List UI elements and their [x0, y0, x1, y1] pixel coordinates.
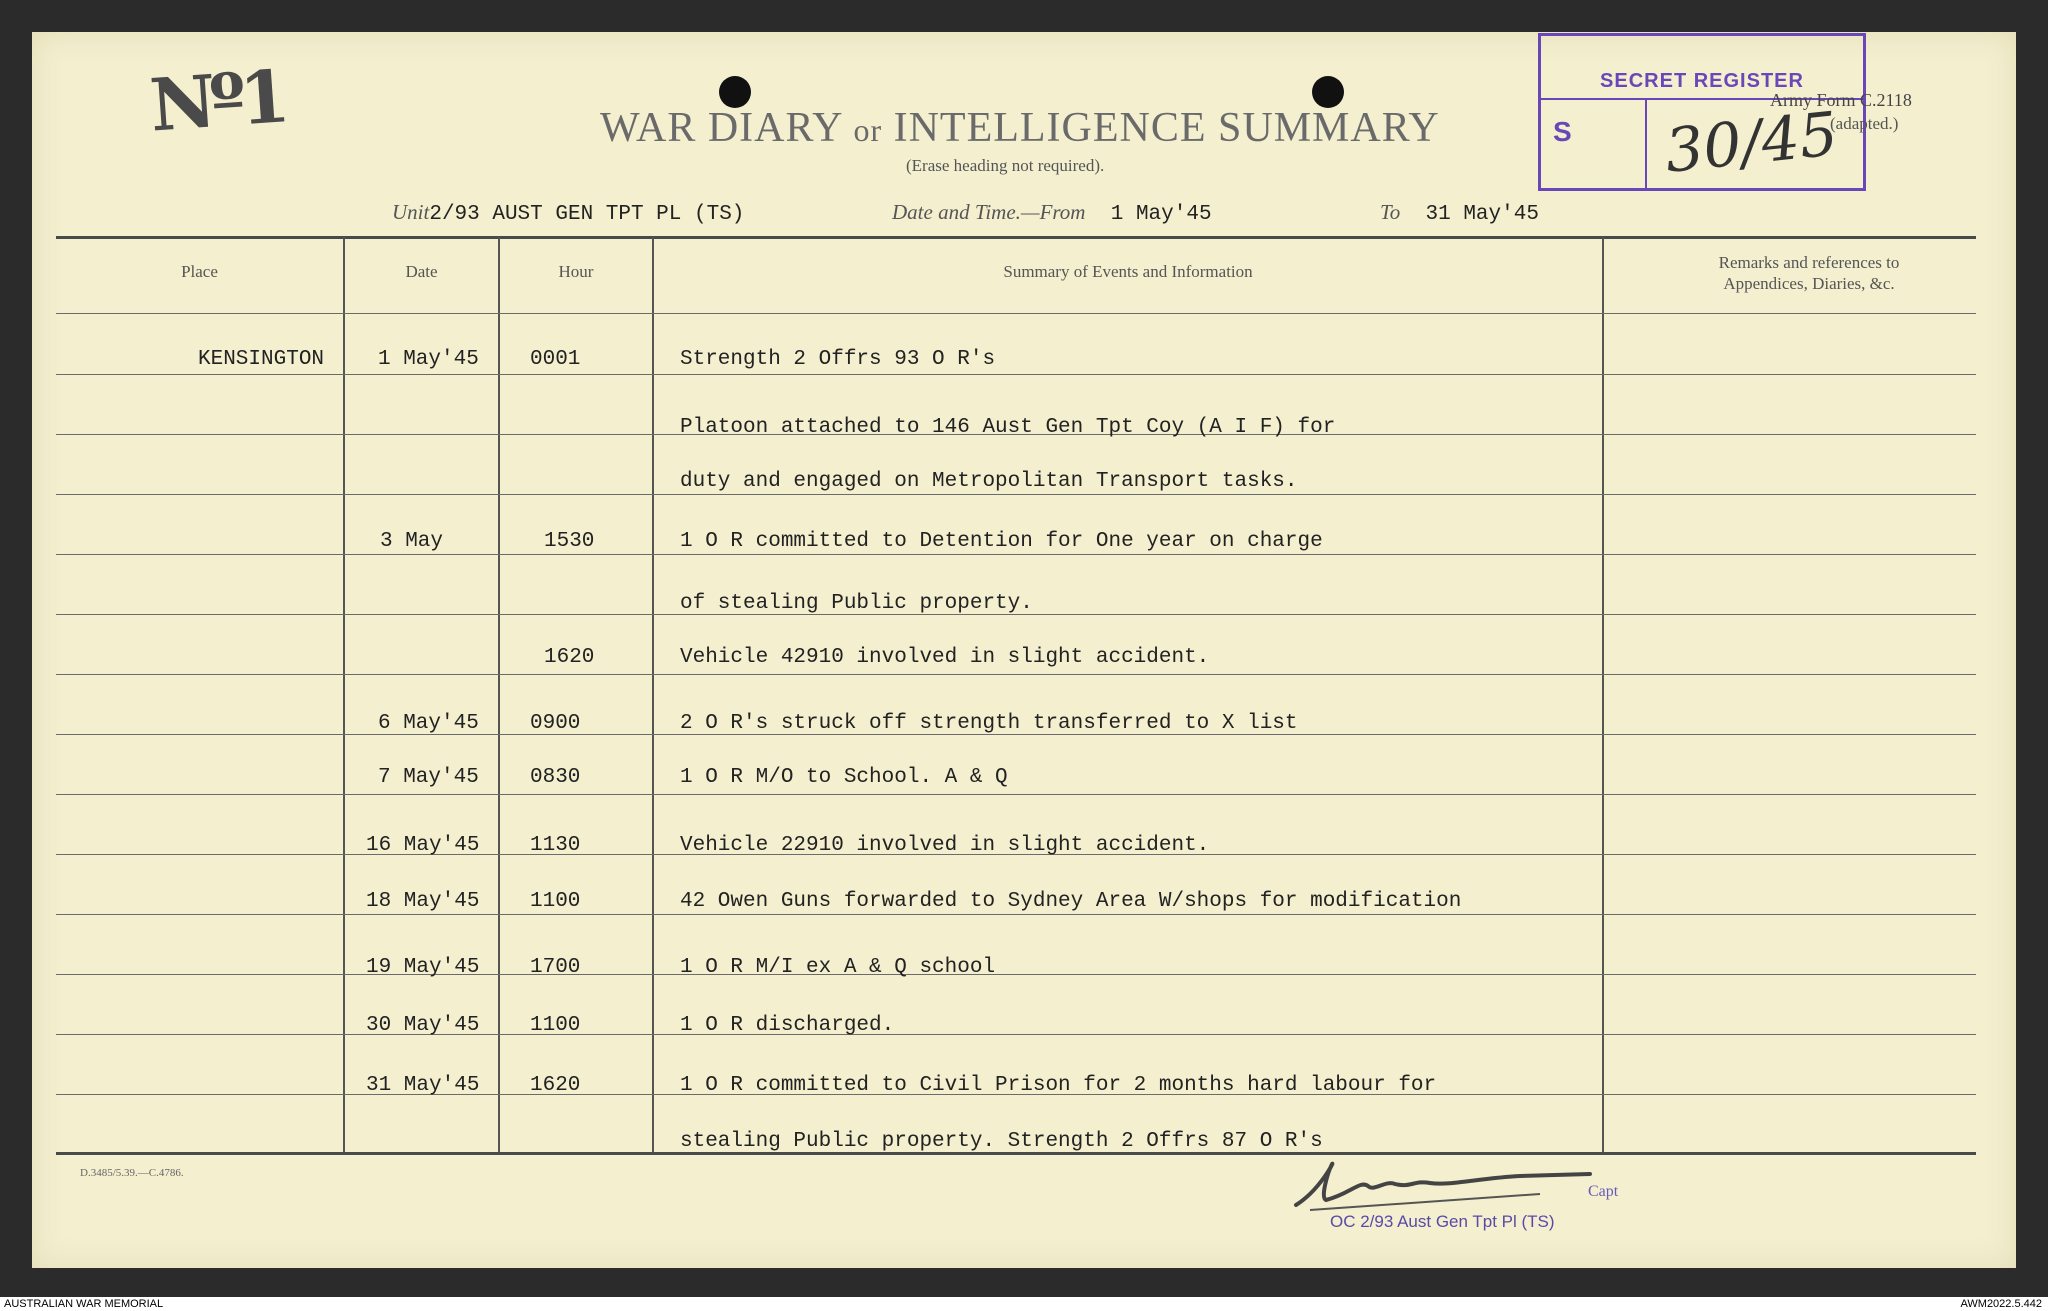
- entry-summary: 1 O R M/I ex A & Q school: [680, 956, 996, 979]
- entry-date: 16 May'45: [366, 834, 480, 857]
- stamp-divider: [1645, 98, 1647, 188]
- row-rule: [56, 674, 1976, 675]
- form-adapted: (adapted.): [1830, 114, 1899, 133]
- entry-date: 18 May'45: [366, 890, 480, 913]
- from-value: 1 May'45: [1110, 203, 1212, 226]
- unit-value: 2/93 AUST GEN TPT PL (TS): [429, 203, 745, 226]
- entry-summary: stealing Public property. Strength 2 Offrs 87 O R's: [680, 1130, 1323, 1153]
- date-range-field: [892, 200, 1212, 226]
- entry-summary: Strength 2 Offrs 93 O R's: [680, 348, 996, 371]
- column-header-date: Date: [405, 262, 438, 281]
- signature: [1290, 1150, 1610, 1220]
- stamp-letter: S: [1553, 116, 1572, 147]
- entry-date: 7 May'45: [378, 766, 479, 789]
- entry-date: 31 May'45: [366, 1074, 480, 1097]
- entry-date: 6 May'45: [378, 712, 479, 735]
- title-intelligence-summary: INTELLIGENCE SUMMARY: [893, 105, 1440, 151]
- unit-label: Unit: [392, 200, 430, 224]
- page-subtitle: (Erase heading not required).: [906, 156, 1105, 175]
- entry-date: 3 May: [380, 530, 444, 553]
- entry-summary: Vehicle 42910 involved in slight accident.: [680, 646, 1210, 669]
- entry-summary: 2 O R's struck off strength transferred to X list: [680, 712, 1298, 735]
- entry-summary: Platoon attached to 146 Aust Gen Tpt Coy (A I F) for: [680, 416, 1336, 439]
- unit-field: [392, 200, 744, 226]
- column-header-hour: Hour: [558, 262, 594, 281]
- title-war-diary: WAR DIARY: [600, 105, 842, 151]
- entry-summary: 42 Owen Guns forwarded to Sydney Area W/shops for modification: [680, 890, 1462, 913]
- entry-summary: 1 O R committed to Civil Prison for 2 months hard labour for: [680, 1074, 1437, 1097]
- capt-label: Capt: [1588, 1183, 1619, 1200]
- entry-hour: 1700: [530, 956, 581, 979]
- entry-hour: 0830: [530, 766, 581, 789]
- to-label: To: [1380, 200, 1401, 224]
- entry-summary: of stealing Public property.: [680, 592, 1033, 615]
- entry-summary: Vehicle 22910 involved in slight accident.: [680, 834, 1210, 857]
- page-title: [600, 104, 1440, 152]
- column-header-place: Place: [181, 262, 218, 281]
- column-header-summary: Summary of Events and Information: [1003, 262, 1253, 281]
- row-rule: [56, 794, 1976, 795]
- secret-register-stamp: [1538, 33, 1866, 191]
- archive-reference: AWM2022.5.442: [1960, 1298, 2042, 1310]
- stamp-number: 30/45: [1661, 99, 1842, 187]
- row-rule: [56, 974, 1976, 975]
- entry-hour: 1100: [530, 890, 581, 913]
- entry-hour: 1100: [530, 1014, 581, 1037]
- row-rule: [56, 494, 1976, 495]
- remarks-line-1: Remarks and references to: [1718, 253, 1900, 272]
- entry-summary: 1 O R committed to Detention for One year on charge: [680, 530, 1323, 553]
- row-rule: [56, 914, 1976, 915]
- row-rule: [56, 1034, 1976, 1035]
- handwritten-number: Nº1: [147, 53, 287, 148]
- print-code: D.3485/5.39.—C.4786.: [80, 1167, 184, 1179]
- to-field: [1380, 200, 1539, 226]
- date-label: Date and Time.—From: [892, 200, 1086, 224]
- row-rule: [56, 554, 1976, 555]
- oc-stamp: OC 2/93 Aust Gen Tpt Pl (TS): [1330, 1212, 1555, 1231]
- form-number: Army Form C.2118: [1770, 90, 1912, 110]
- entry-hour: 1530: [544, 530, 595, 553]
- to-value: 31 May'45: [1425, 203, 1539, 226]
- entry-place: KENSINGTON: [198, 348, 325, 371]
- entry-hour: 0900: [530, 712, 581, 735]
- entry-date: 1 May'45: [378, 348, 479, 371]
- title-or: or: [853, 112, 883, 148]
- entry-hour: 0001: [530, 348, 581, 371]
- stamp-header: SECRET REGISTER: [1541, 36, 1863, 100]
- entry-summary: duty and engaged on Metropolitan Transport tasks.: [680, 470, 1298, 493]
- row-rule: [56, 374, 1976, 375]
- entry-date: 19 May'45: [366, 956, 480, 979]
- entry-hour: 1620: [530, 1074, 581, 1097]
- row-rule: [56, 313, 1976, 314]
- entry-summary: 1 O R discharged.: [680, 1014, 895, 1037]
- entry-date: 30 May'45: [366, 1014, 480, 1037]
- entry-hour: 1130: [530, 834, 581, 857]
- remarks-line-2: Appendices, Diaries, &c.: [1723, 274, 1895, 293]
- entry-summary: 1 O R M/O to School. A & Q: [680, 766, 1008, 789]
- archive-footer: [0, 1297, 2048, 1311]
- column-header-remarks: [1604, 252, 2014, 294]
- entry-hour: 1620: [544, 646, 595, 669]
- archive-name: AUSTRALIAN WAR MEMORIAL: [4, 1298, 164, 1310]
